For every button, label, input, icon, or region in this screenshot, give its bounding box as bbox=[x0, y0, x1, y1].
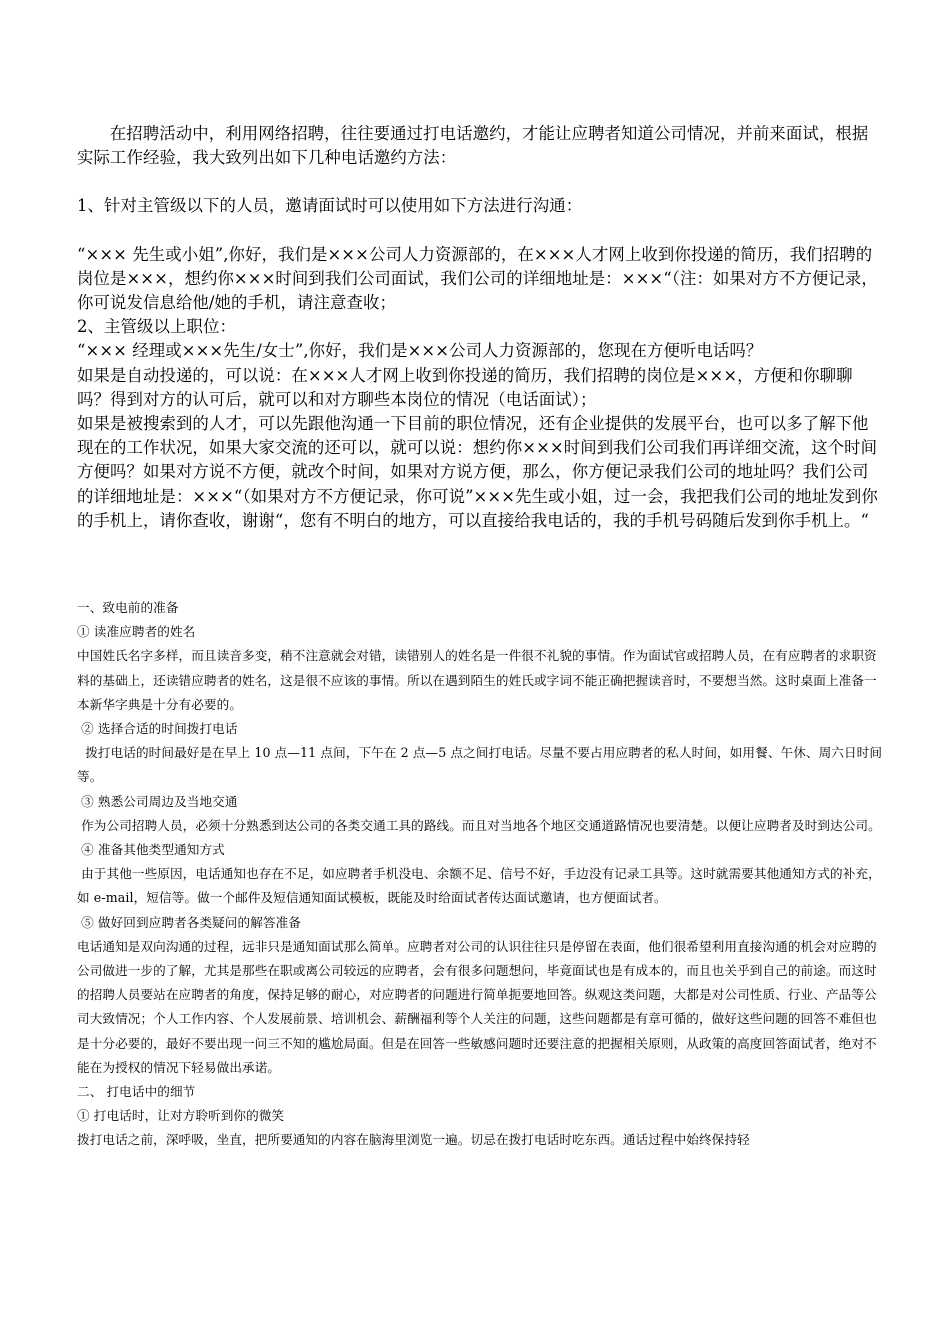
section2-item1-body: 拨打电话之前，深呼吸，坐直，把所要通知的内容在脑海里浏览一遍。切忌在拨打电话时吃东西。通话过程中始终保持轻 bbox=[77, 1132, 750, 1148]
point1-script: “××× 先生或小姐”,你好，我们是×××公司人力资源部的，在×××人才网上收到你投递的简历，我们招聘的岗位是×××，想约你×××时间到我们公司面试，我们公司的详细地址是：×××“（注：如果对方不方便记录，你可说发信息给他/她的手机，请注意查收； bbox=[77, 244, 878, 313]
section1-item3-body: 作为公司招聘人员，必须十分熟悉到达公司的各类交通工具的路线。而且对当地各个地区交通道路情况也要清楚。以便让应聘者及时到达公司。 bbox=[77, 817, 881, 833]
section1-item2-body: 拨打电话的时间最好是在早上 10 点—11 点间，下午在 2 点—5 点之间打电话。尽量不要占用应聘者的私人时间，如用餐、午休、周六日时间等。 bbox=[77, 745, 883, 785]
section2-heading: 二、 打电话中的细节 bbox=[77, 1084, 196, 1100]
section1-heading: 一、致电前的准备 bbox=[77, 600, 179, 615]
point2-title: 2、主管级以上职位： bbox=[77, 317, 236, 337]
section1-item5-body: 电话通知是双向沟通的过程，远非只是通知面试那么简单。应聘者对公司的认识往往只是停留在表面，他们很希望利用直接沟通的机会对应聘的公司做进一步的了解，尤其是那些在职或离公司较远的应聘者，会有很多问题想问，毕竟面试也是有成本的，而且也关乎到自己的前途。而这时的招聘人员要站在应聘者的角度，保持足够的耐心，对应聘者的问题进行简单扼要地回答。纵观这类问题，大都是对公司性质、行业、产品等公司大致情况；个人工作内容、个人发展前景、培训机会、薪酬福利等个人关注的问题，这些问题都是有章可循的，做好这些问题的回答不难但也是十分必要的，最好不要出现一问三不知的尴尬局面。但是在回答一些敏感问题时还要注意的把握相关原则，从政策的高度回答面试者，绝对不能在为授权的情况下轻易做出承诺。 bbox=[77, 938, 877, 1075]
intro-block bbox=[77, 122, 883, 533]
section1-item5-title: ⑤ 做好回到应聘者各类疑问的解答准备 bbox=[77, 914, 302, 930]
section1-item1-body: 中国姓氏名字多样，而且读音多变，稍不注意就会对错，读错别人的姓名是一件很不礼貌的事情。作为面试官或招聘人员，在有应聘者的求职资料的基础上，还读错应聘者的姓名，这是很不应该的事情。所以在遇到陌生的姓氏或字词不能正确把握读音时，不要想当然。这时桌面上准备一本新华字典是十分有必要的。 bbox=[77, 648, 877, 712]
section1-block bbox=[77, 596, 883, 1153]
section1-item1-title: ① 读准应聘者的姓名 bbox=[77, 624, 196, 640]
point2-auto: 如果是自动投递的，可以说：在×××人才网上收到你投递的简历，我们招聘的岗位是×××，方便和你聊聊吗？得到对方的认可后，就可以和对方聊些本岗位的情况（电话面试）； bbox=[77, 365, 853, 409]
section1-item4-title: ④ 准备其他类型通知方式 bbox=[77, 842, 225, 858]
point2-greeting: “××× 经理或×××先生/女士”,你好，我们是×××公司人力资源部的，您现在方便听电话吗？ bbox=[77, 341, 763, 361]
section1-item2-title: ② 选择合适的时间拨打电话 bbox=[77, 721, 238, 737]
point2-search: 如果是被搜索到的人才，可以先跟他沟通一下目前的职位情况，还有企业提供的发展平台，也可以多了解下他现在的工作状况，如果大家交流的还可以，就可以说：想约你×××时间到我们公司我们再详细交流，这个时间方便吗？如果对方说不方便，就改个时间，如果对方说方便，那么，你方便记录我们公司的地址吗？我们公司的详细地址是：×××“（如果对方不方便记录，你可说”×××先生或小姐，过一会，我把我们公司的地址发到你的手机上，请你查收，谢谢“，您有不明白的地方，可以直接给我电话的，我的手机号码随后发到你手机上。“ bbox=[77, 414, 878, 530]
section1-item3-title: ③ 熟悉公司周边及当地交通 bbox=[77, 793, 238, 809]
intro-paragraph: 在招聘活动中，利用网络招聘，往往要通过打电话邀约，才能让应聘者知道公司情况，并前来面试，根据实际工作经验，我大致列出如下几种电话邀约方法： bbox=[77, 124, 869, 168]
point1-title: 1、针对主管级以下的人员，邀请面试时可以使用如下方法进行沟通： bbox=[77, 196, 583, 216]
section2-item1-title: ① 打电话时，让对方聆听到你的微笑 bbox=[77, 1108, 285, 1124]
section1-item4-body: 由于其他一些原因，电话通知也存在不足，如应聘者手机没电、余额不足、信号不好，手边没有记录工具等。这时就需要其他通知方式的补充，如 e-mail，短信等。做一个邮件及短信通知面试模板，既能及时给面试者传达面试邀请，也方便面试者。 bbox=[77, 866, 881, 906]
